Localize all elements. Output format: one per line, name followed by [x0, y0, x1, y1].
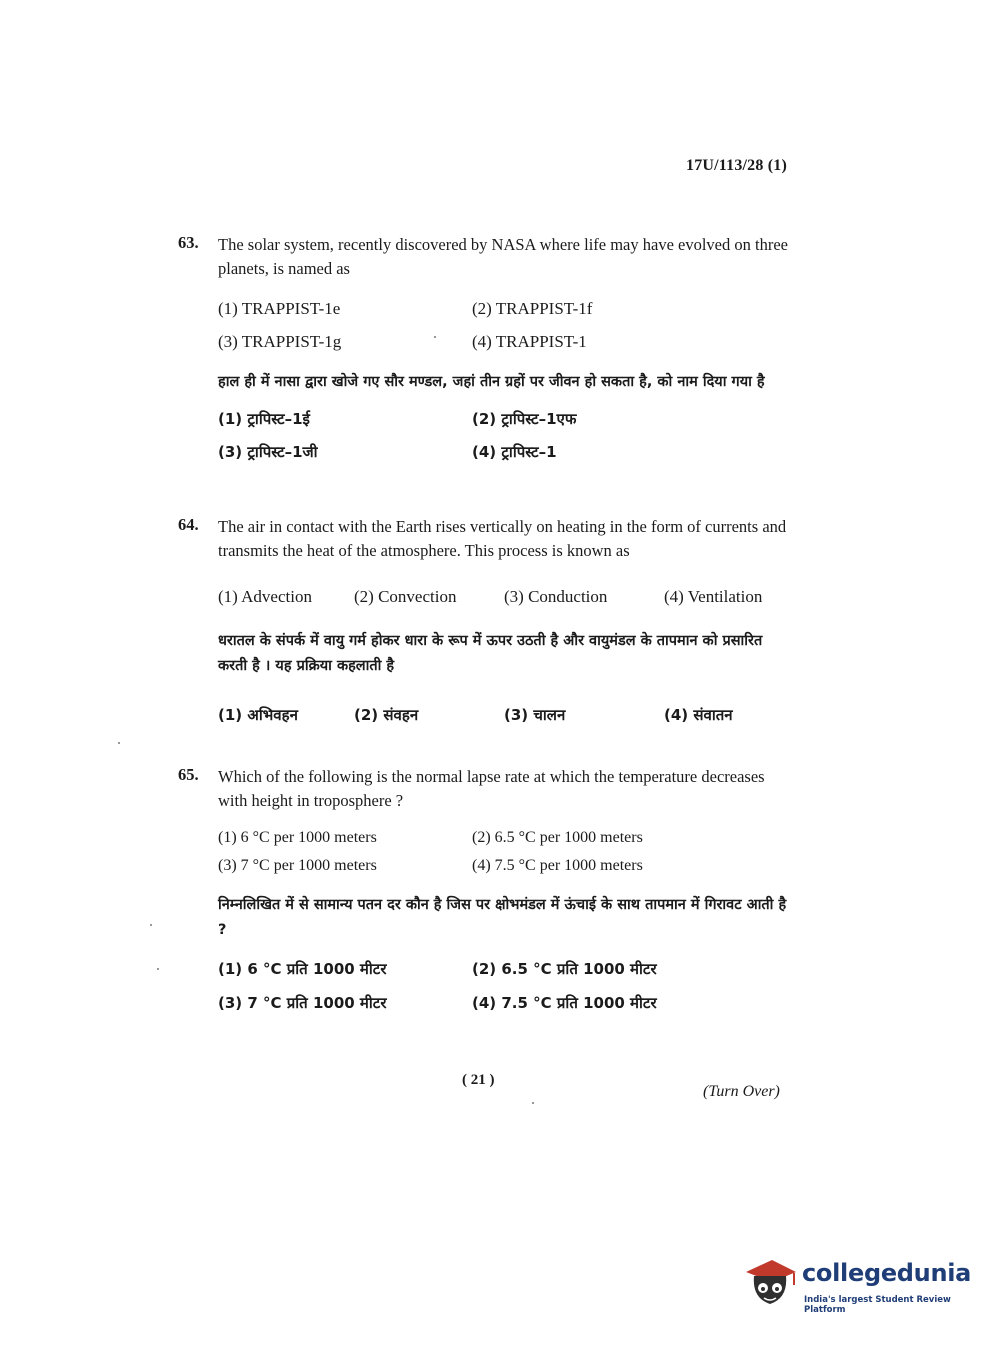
- option-1: (1) Advection: [218, 587, 312, 606]
- question-65: [178, 765, 793, 1013]
- option-4: (4) ट्रापिस्ट–1: [472, 443, 557, 461]
- options-hindi: [218, 409, 793, 462]
- option-4: (4) 7.5 °C प्रति 1000 मीटर: [472, 994, 657, 1012]
- option-1: (1) 6 °C per 1000 meters: [218, 829, 377, 846]
- option-3: (3) TRAPPIST-1g: [218, 332, 342, 351]
- option-3: (3) ट्रापिस्ट–1जी: [218, 443, 318, 461]
- brand-name: collegedunia: [802, 1259, 972, 1287]
- options-english: [218, 587, 793, 607]
- scan-speck: [434, 336, 436, 338]
- question-number: 64.: [178, 515, 199, 534]
- option-2: (2) Convection: [354, 587, 457, 606]
- option-1: (1) ट्रापिस्ट–1ई: [218, 410, 310, 428]
- options-english: [218, 829, 793, 875]
- option-2: (2) 6.5 °C प्रति 1000 मीटर: [472, 960, 657, 978]
- option-1: (1) अभिवहन: [218, 706, 298, 724]
- question-text-hindi: निम्नलिखित में से सामान्य पतन दर कौन है जिस पर क्षोभमंडल में ऊंचाई के साथ तापमान में गिरावट आती है ?: [218, 897, 787, 938]
- scan-speck: [150, 924, 152, 926]
- question-number: 65.: [178, 765, 199, 784]
- scan-speck: [118, 742, 120, 744]
- scan-speck: [532, 1102, 534, 1104]
- question-63: [178, 233, 793, 462]
- collegedunia-logo-icon: [742, 1254, 798, 1310]
- question-text-english: The air in contact with the Earth rises vertically on heating in the form of currents and transmits the heat of the atmosphere. This process is known as: [218, 517, 787, 560]
- options-hindi: [218, 959, 793, 1013]
- turn-over-note: (Turn Over): [703, 1083, 780, 1100]
- brand-tagline: India's largest Student Review Platform: [804, 1295, 951, 1315]
- option-4: (4) Ventilation: [664, 587, 763, 606]
- option-4: (4) संवातन: [664, 706, 733, 724]
- option-3: (3) 7 °C per 1000 meters: [218, 857, 377, 874]
- question-text-hindi: हाल ही में नासा द्वारा खोजे गए सौर मण्डल, जहां तीन ग्रहों पर जीवन हो सकता है, को नाम दिया गया है: [218, 374, 765, 390]
- option-3: (3) चालन: [504, 706, 566, 724]
- question-text-english: The solar system, recently discovered by NASA where life may have evolved on three planets, is named as: [218, 235, 788, 278]
- option-2: (2) TRAPPIST-1f: [472, 299, 593, 318]
- options-hindi: [218, 705, 793, 725]
- option-2: (2) ट्रापिस्ट–1एफ: [472, 410, 577, 428]
- option-4: (4) TRAPPIST-1: [472, 332, 587, 351]
- paper-code: 17U/113/28 (1): [686, 157, 788, 174]
- option-1: (1) 6 °C प्रति 1000 मीटर: [218, 960, 387, 978]
- collegedunia-watermark: [742, 1250, 972, 1315]
- question-text-hindi: धरातल के संपर्क में वायु गर्म होकर धारा के रूप में ऊपर उठती है और वायुमंडल के तापमान को प्रसारित करती है । यह प्रक्रिया कहलाती है: [218, 633, 763, 674]
- option-1: (1) TRAPPIST-1e: [218, 299, 341, 318]
- option-4: (4) 7.5 °C per 1000 meters: [472, 857, 643, 874]
- question-64: [178, 515, 793, 725]
- option-3: (3) Conduction: [504, 587, 608, 606]
- option-2: (2) 6.5 °C per 1000 meters: [472, 829, 643, 846]
- question-text-english: Which of the following is the normal lapse rate at which the temperature decreases with height in troposphere ?: [218, 767, 765, 810]
- option-2: (2) संवहन: [354, 706, 419, 724]
- page-number: ( 21 ): [462, 1072, 495, 1088]
- options-english: [218, 299, 793, 352]
- scan-speck: [157, 968, 159, 970]
- question-number: 63.: [178, 233, 199, 252]
- option-3: (3) 7 °C प्रति 1000 मीटर: [218, 994, 387, 1012]
